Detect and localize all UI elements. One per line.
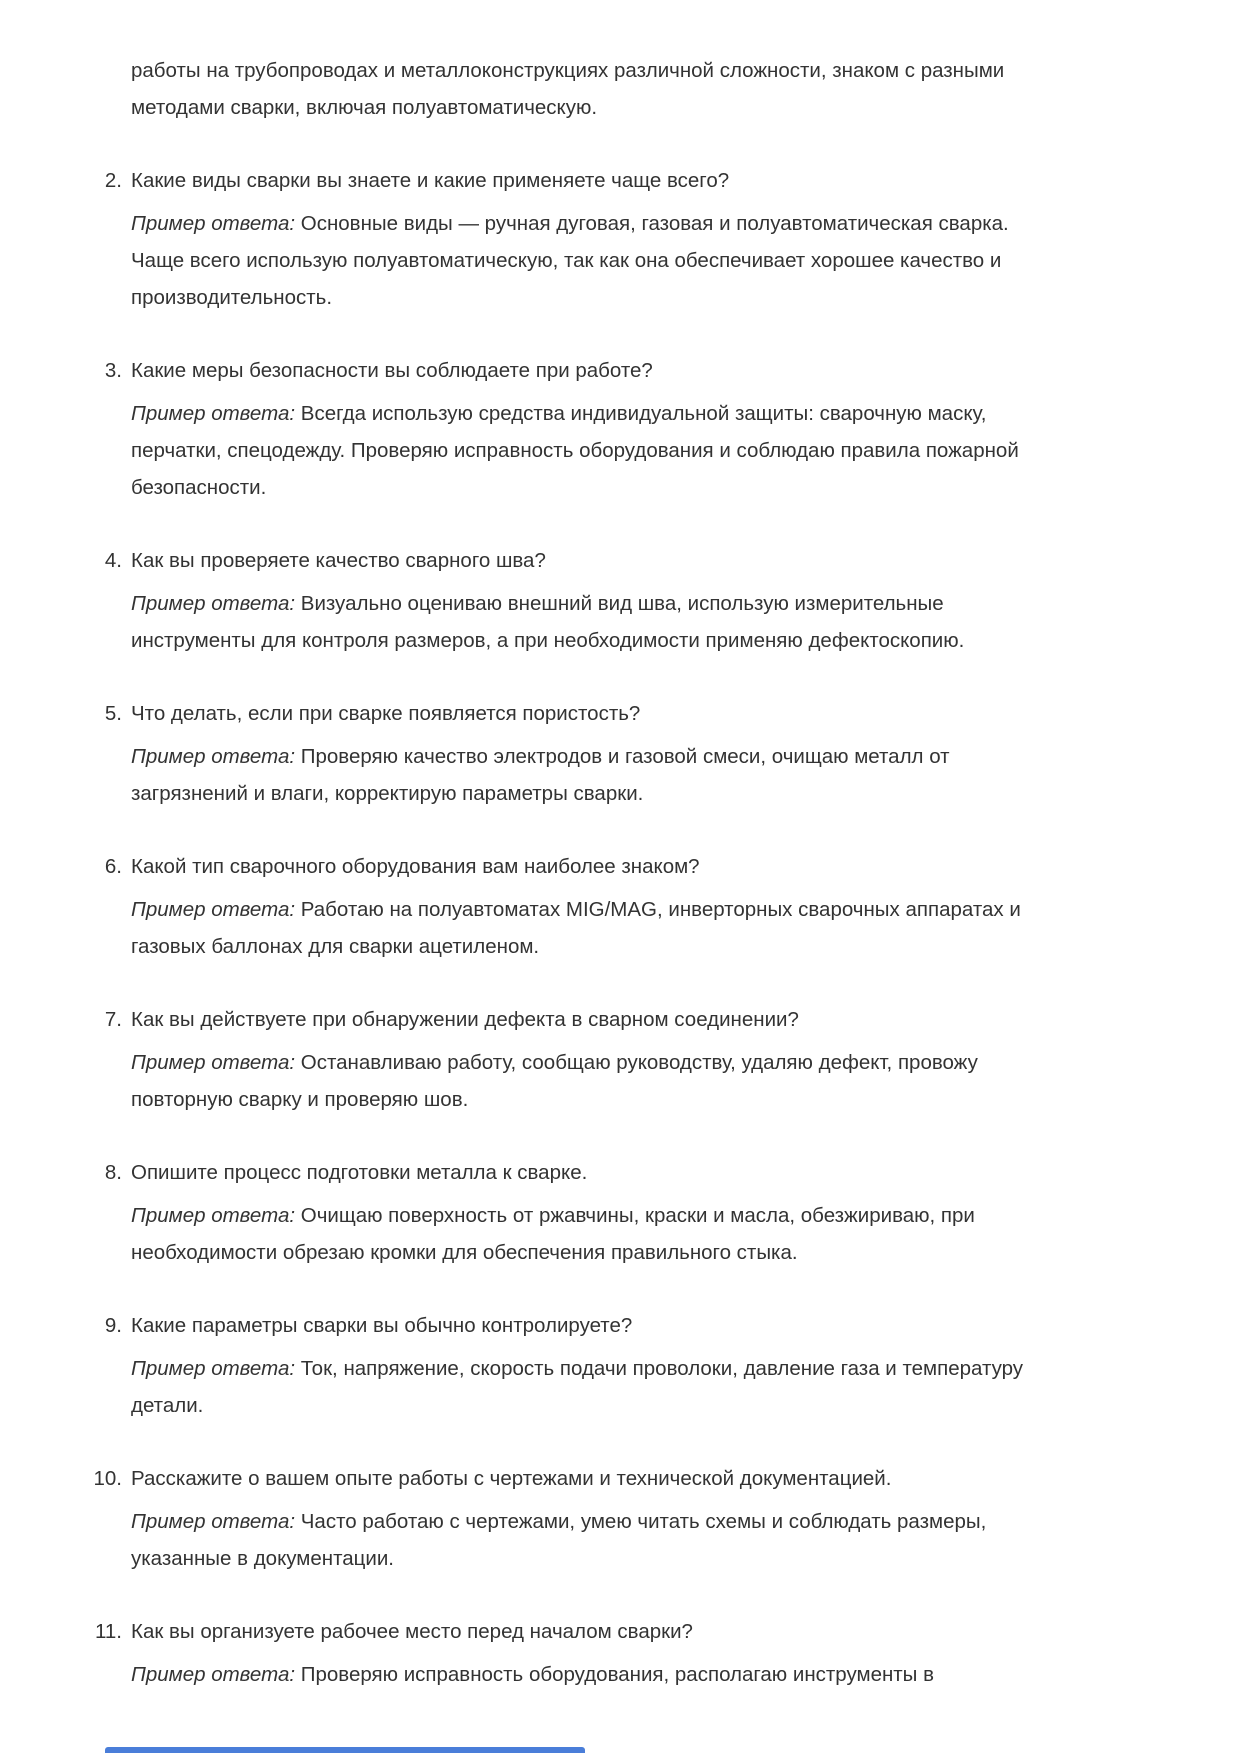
question-item — [82, 352, 1239, 506]
question-number: 9. — [104, 1314, 122, 1337]
question-item — [82, 1154, 1239, 1271]
question-item — [82, 1460, 1239, 1577]
question-number: 8. — [104, 1161, 122, 1184]
question-text: Какие параметры сварки вы обычно контролируете? — [131, 1314, 633, 1337]
question-number: 2. — [104, 169, 122, 192]
question-item — [82, 695, 1239, 812]
answer-prefix: Пример ответа: — [131, 402, 296, 425]
question-number: 5. — [104, 702, 122, 725]
question-text: Как вы организуете рабочее место перед началом сварки? — [131, 1620, 693, 1643]
question-item — [82, 162, 1239, 316]
answer-prefix: Пример ответа: — [131, 1204, 296, 1227]
question-text: Как вы проверяете качество сварного шва? — [131, 549, 546, 572]
answer-paragraph — [131, 1350, 1026, 1424]
question-text: Какой тип сварочного оборудования вам наиболее знаком? — [131, 855, 700, 878]
answer-prefix: Пример ответа: — [131, 745, 296, 768]
answer-prefix: Пример ответа: — [131, 1663, 296, 1686]
bottom-edge-bar — [105, 1747, 585, 1753]
question-number: 10. — [93, 1467, 122, 1490]
question-item — [82, 1613, 1239, 1693]
question-text: Опишите процесс подготовки металла к сварке. — [131, 1161, 588, 1184]
question-text: Что делать, если при сварке появляется пористость? — [131, 702, 641, 725]
answer-text: Часто работаю с чертежами, умею читать схемы и соблюдать размеры, указанные в документации. — [131, 1510, 987, 1570]
question-item — [82, 848, 1239, 965]
question-number: 3. — [104, 359, 122, 382]
answer-paragraph — [131, 395, 1026, 506]
answer-text: Визуально оцениваю внешний вид шва, использую измерительные инструменты для контроля размеров, а при необходимости применяю дефектоскопию. — [131, 592, 965, 652]
question-number: 7. — [104, 1008, 122, 1031]
answer-paragraph — [131, 891, 1026, 965]
answer-paragraph — [131, 1503, 1026, 1577]
answer-prefix: Пример ответа: — [131, 592, 296, 615]
answer-paragraph — [131, 585, 1026, 659]
question-number: 6. — [104, 855, 122, 878]
question-text: Какие виды сварки вы знаете и какие применяете чаще всего? — [131, 169, 730, 192]
answer-prefix: Пример ответа: — [131, 212, 296, 235]
question-text: Расскажите о вашем опыте работы с чертежами и технической документацией. — [131, 1467, 892, 1490]
answer-paragraph — [131, 1044, 1026, 1118]
question-text: Как вы действуете при обнаружении дефекта в сварном соединении? — [131, 1008, 799, 1031]
question-number: 11. — [95, 1620, 122, 1643]
answer-text: Основные виды — ручная дуговая, газовая и полуавтоматическая сварка. Чаще всего использую полуавтоматическую, так как она обеспечивает хорошее качество и производительность. — [131, 212, 1009, 309]
question-number: 4. — [104, 549, 122, 572]
answer-text: Всегда использую средства индивидуальной защиты: сварочную маску, перчатки, спецодежду. Проверяю исправность оборудования и соблюдаю правила пожарной безопасности. — [131, 402, 1019, 499]
question-item — [82, 1001, 1239, 1118]
question-item — [82, 542, 1239, 659]
answer-prefix: Пример ответа: — [131, 1510, 296, 1533]
answer-paragraph — [131, 738, 1026, 812]
answer-text: Проверяю качество электродов и газовой смеси, очищаю металл от загрязнений и влаги, корректирую параметры сварки. — [131, 745, 950, 805]
answer-prefix: Пример ответа: — [131, 1357, 296, 1380]
continuation-paragraph: работы на трубопроводах и металлоконструкциях различной сложности, знаком с разными методами сварки, включая полуавтоматическую. — [131, 59, 1005, 119]
answer-prefix: Пример ответа: — [131, 1051, 296, 1074]
answer-text: Работаю на полуавтоматах MIG/MAG, инверторных сварочных аппаратах и газовых баллонах для сварки ацетиленом. — [131, 898, 1021, 958]
answer-prefix: Пример ответа: — [131, 898, 296, 921]
answer-paragraph — [131, 1197, 1026, 1271]
question-item — [82, 1307, 1239, 1424]
answer-text: Проверяю исправность оборудования, располагаю инструменты в — [300, 1663, 935, 1686]
answer-text: Останавливаю работу, сообщаю руководству, удаляю дефект, провожу повторную сварку и проверяю шов. — [131, 1051, 978, 1111]
answer-paragraph — [131, 1656, 1026, 1693]
answer-paragraph — [131, 205, 1026, 316]
answer-text: Ток, напряжение, скорость подачи проволоки, давление газа и температуру детали. — [131, 1357, 1024, 1417]
question-text: Какие меры безопасности вы соблюдаете при работе? — [131, 359, 653, 382]
answer-text: Очищаю поверхность от ржавчины, краски и масла, обезжириваю, при необходимости обрезаю кромки для обеспечения правильного стыка. — [131, 1204, 975, 1264]
